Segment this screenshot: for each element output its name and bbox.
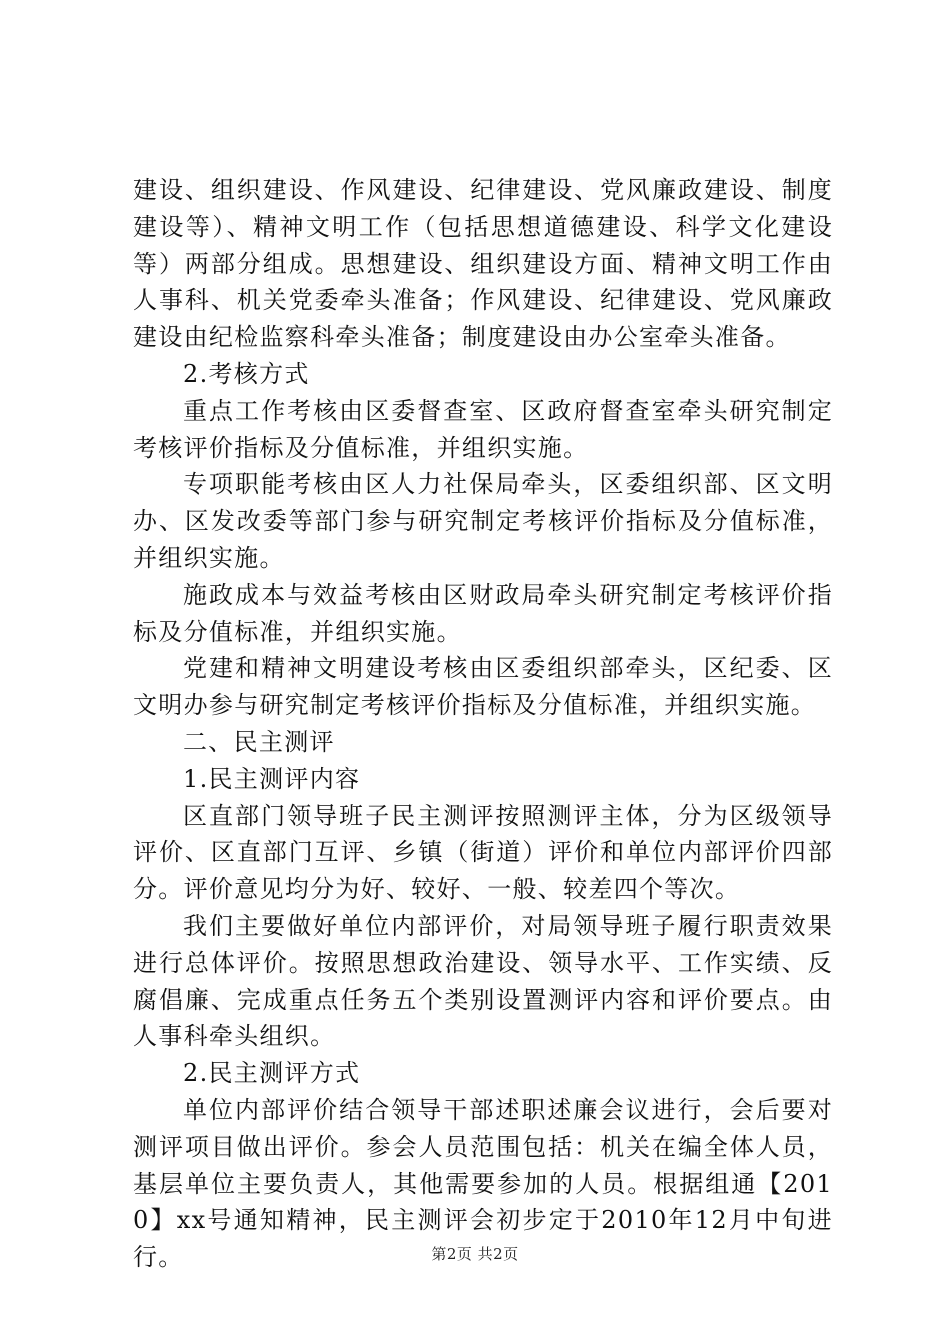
paragraph-party-building-assessment: 党建和精神文明建设考核由区委组织部牵头，区纪委、区文明办参与研究制定考核评价指标及分值标准，并组织实施。: [133, 654, 833, 720]
paragraph-key-work-assessment: 重点工作考核由区委督查室、区政府督查室牵头研究制定考核评价指标及分值标准，并组织实施。: [133, 396, 833, 462]
paragraph-evaluation-subjects: 区直部门领导班子民主测评按照测评主体，分为区级领导评价、区直部门互评、乡镇（街道）评价和单位内部评价四部分。评价意见均分为好、较好、一般、较差四个等次。: [133, 801, 833, 904]
paragraph-cost-benefit-assessment: 施政成本与效益考核由区财政局牵头研究制定考核评价指标及分值标准，并组织实施。: [133, 580, 833, 646]
document-body: [133, 172, 833, 1276]
page-number-label: 第2页 共2页: [431, 1245, 519, 1263]
page-footer: [0, 1244, 950, 1264]
paragraph-internal-evaluation: 我们主要做好单位内部评价，对局领导班子履行职责效果进行总体评价。按照思想政治建设、领导水平、工作实绩、反腐倡廉、完成重点任务五个类别设置测评内容和评价要点。由人事科牵头组织。: [133, 911, 833, 1051]
heading-evaluation-method: 2.民主测评方式: [183, 1059, 361, 1088]
paragraph-continued: 建设、组织建设、作风建设、纪律建设、党风廉政建设、制度建设等）、精神文明工作（包括思想道德建设、科学文化建设等）两部分组成。思想建设、组织建设方面、精神文明工作由人事科、机关党委牵头准备；作风建设、纪律建设、党风廉政建设由纪检监察科牵头准备；制度建设由办公室牵头准备。: [133, 176, 833, 352]
paragraph-special-function-assessment: 专项职能考核由区人力社保局牵头，区委组织部、区文明办、区发改委等部门参与研究制定考核评价指标及分值标准，并组织实施。: [133, 470, 833, 572]
heading-democratic-evaluation: 二、民主测评: [183, 727, 335, 756]
paragraph-evaluation-meeting: 单位内部评价结合领导干部述职述廉会议进行，会后要对测评项目做出评价。参会人员范围包括：机关在编全体人员，基层单位主要负责人，其他需要参加的人员。根据组通【2010】xx号通知精神，民主测评会初步定于2010年12月中旬进行。: [133, 1095, 833, 1272]
heading-evaluation-content: 1.民主测评内容: [183, 764, 361, 793]
heading-assessment-method: 2.考核方式: [183, 359, 310, 388]
